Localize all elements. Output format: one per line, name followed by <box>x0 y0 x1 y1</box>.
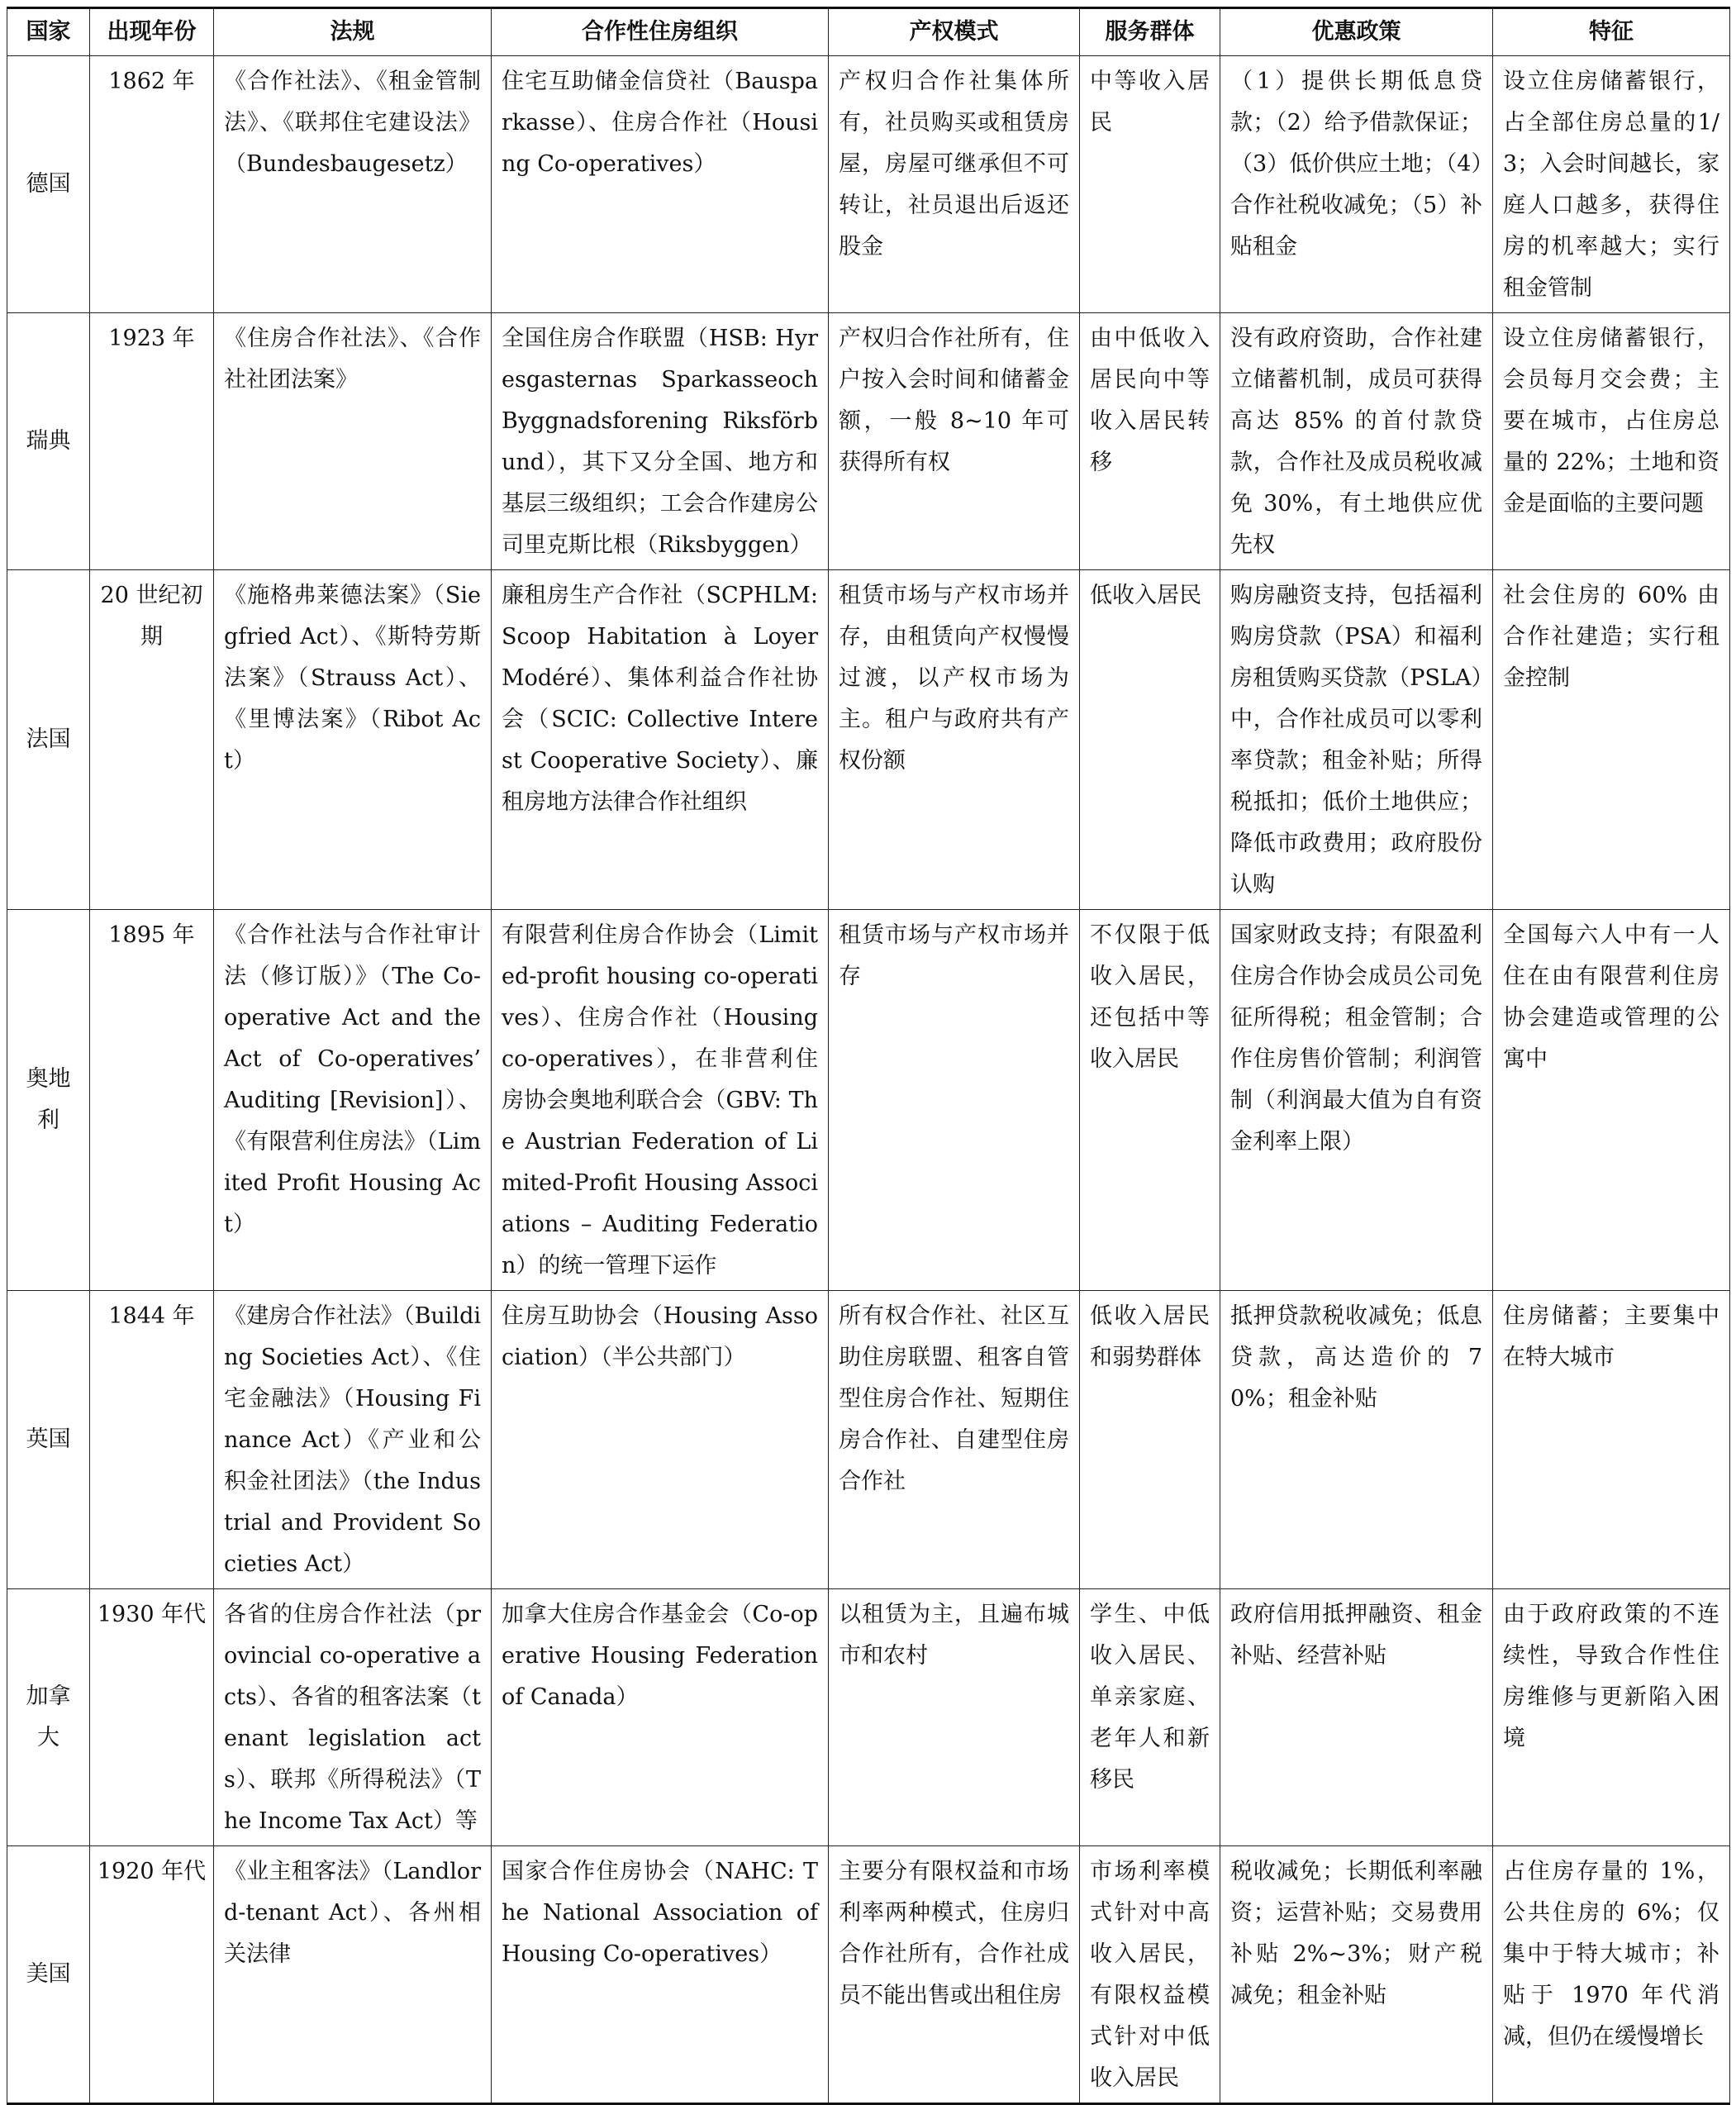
cell-features: 住房储蓄；主要集中在特大城市 <box>1493 1291 1730 1589</box>
cell-organization: 住房互助协会（Housing Association）（半公共部门） <box>492 1291 829 1589</box>
cell-preferential-policy: 国家财政支持；有限盈利住房合作协会成员公司免征所得税；租金管制；合作住房售价管制；利润管制（利润最大值为自有资金利率上限） <box>1220 910 1493 1291</box>
header-property-model: 产权模式 <box>829 8 1080 56</box>
cell-organization: 有限营利住房合作协会（Limited-profit housing co-operatives）、住房合作社（Housing co-operatives），在非营利住房协会奥地利联合会（GBV: The Austrian Federation of Limited-Profit Housing Associations – Auditing Federation）的统一管理下运作 <box>492 910 829 1291</box>
cell-laws: 《业主租客法》（Landlord-tenant Act）、各州相关法律 <box>214 1846 492 2104</box>
header-service-groups: 服务群体 <box>1080 8 1220 56</box>
cell-property-model: 租赁市场与产权市场并存 <box>829 910 1080 1291</box>
cell-country: 加拿大 <box>7 1589 90 1846</box>
cell-organization: 全国住房合作联盟（HSB: Hyresgasternas Sparkasseoch Byggnadsforening Riksförbund），其下又分全国、地方和基层三级组织；工会合作建房公司里克斯比根（Riksbyggen） <box>492 313 829 570</box>
cell-preferential-policy: 税收减免；长期低利率融资；运营补贴；交易费用补贴 2%~3%；财产税减免；租金补贴 <box>1220 1846 1493 2104</box>
cell-organization: 加拿大住房合作基金会（Co-operative Housing Federation of Canada） <box>492 1589 829 1846</box>
cell-service-groups: 低收入居民 <box>1080 570 1220 910</box>
header-year: 出现年份 <box>90 8 214 56</box>
header-country: 国家 <box>7 8 90 56</box>
cell-property-model: 主要分有限权益和市场利率两种模式，住房归合作社所有，合作社成员不能出售或出租住房 <box>829 1846 1080 2104</box>
cell-preferential-policy: 没有政府资助，合作社建立储蓄机制，成员可获得高达 85% 的首付款贷款，合作社及成员税收减免 30%，有土地供应优先权 <box>1220 313 1493 570</box>
cell-country: 瑞典 <box>7 313 90 570</box>
cell-features: 社会住房的 60% 由合作社建造；实行租金控制 <box>1493 570 1730 910</box>
cell-laws: 各省的住房合作社法（provincial co-operative acts）、各省的租客法案（tenant legislation acts）、联邦《所得税法》（The Income Tax Act）等 <box>214 1589 492 1846</box>
cell-year: 1895 年 <box>90 910 214 1291</box>
header-laws: 法规 <box>214 8 492 56</box>
cell-organization: 廉租房生产合作社（SCPHLM: Scoop Habitation à Loyer Modéré）、集体利益合作社协会（SCIC: Collective Interest Cooperative Society）、廉租房地方法律合作社组织 <box>492 570 829 910</box>
cell-laws: 《住房合作社法》、《合作社社团法案》 <box>214 313 492 570</box>
cell-organization: 国家合作住房协会（NAHC: The National Association of Housing Co-operatives） <box>492 1846 829 2104</box>
cell-laws: 《建房合作社法》（Building Societies Act）、《住宅金融法》（Housing Finance Act）《产业和公积金社团法》（the Industrial and Provident Societies Act） <box>214 1291 492 1589</box>
cell-organization: 住宅互助储金信贷社（Bausparkasse）、住房合作社（Housing Co-operatives） <box>492 56 829 313</box>
cell-service-groups: 市场利率模式针对中高收入居民，有限权益模式针对中低收入居民 <box>1080 1846 1220 2104</box>
cell-property-model: 产权归合作社集体所有，社员购买或租赁房屋，房屋可继承但不可转让，社员退出后返还股金 <box>829 56 1080 313</box>
table-row <box>7 570 1730 910</box>
table-row <box>7 1291 1730 1589</box>
cell-service-groups: 中等收入居民 <box>1080 56 1220 313</box>
header-row <box>7 8 1730 56</box>
cell-laws: 《施格弗莱德法案》（Siegfried Act）、《斯特劳斯法案》（Strauss Act）、《里博法案》（Ribot Act） <box>214 570 492 910</box>
header-preferential-policy: 优惠政策 <box>1220 8 1493 56</box>
cell-property-model: 所有权合作社、社区互助住房联盟、租客自管型住房合作社、短期住房合作社、自建型住房合作社 <box>829 1291 1080 1589</box>
cell-year: 1923 年 <box>90 313 214 570</box>
cell-service-groups: 学生、中低收入居民、单亲家庭、老年人和新移民 <box>1080 1589 1220 1846</box>
cell-country: 英国 <box>7 1291 90 1589</box>
table-row <box>7 1846 1730 2104</box>
cell-preferential-policy: 政府信用抵押融资、租金补贴、经营补贴 <box>1220 1589 1493 1846</box>
cell-features: 全国每六人中有一人住在由有限营利住房协会建造或管理的公寓中 <box>1493 910 1730 1291</box>
cell-year: 1844 年 <box>90 1291 214 1589</box>
cell-service-groups: 由中低收入居民向中等收入居民转移 <box>1080 313 1220 570</box>
table-row <box>7 56 1730 313</box>
cell-property-model: 以租赁为主，且遍布城市和农村 <box>829 1589 1080 1846</box>
cell-property-model: 租赁市场与产权市场并存，由租赁向产权慢慢过渡，以产权市场为主。租户与政府共有产权份额 <box>829 570 1080 910</box>
cell-features: 占住房存量的 1%，公共住房的 6%；仅集中于特大城市；补贴于 1970 年代消减，但仍在缓慢增长 <box>1493 1846 1730 2104</box>
housing-cooperatives-comparison-table <box>7 7 1730 2105</box>
cell-year: 1862 年 <box>90 56 214 313</box>
cell-country: 德国 <box>7 56 90 313</box>
cell-country: 法国 <box>7 570 90 910</box>
cell-year: 1930 年代 <box>90 1589 214 1846</box>
cell-features: 设立住房储蓄银行，占全部住房总量的1/3；入会时间越长，家庭人口越多，获得住房的机率越大；实行租金管制 <box>1493 56 1730 313</box>
header-organization: 合作性住房组织 <box>492 8 829 56</box>
cell-country: 美国 <box>7 1846 90 2104</box>
table-row <box>7 910 1730 1291</box>
cell-laws: 《合作社法》、《租金管制法》、《联邦住宅建设法》（Bundesbaugesetz） <box>214 56 492 313</box>
cell-service-groups: 低收入居民和弱势群体 <box>1080 1291 1220 1589</box>
cell-property-model: 产权归合作社所有，住户按入会时间和储蓄金额，一般 8~10 年可获得所有权 <box>829 313 1080 570</box>
cell-year: 20 世纪初期 <box>90 570 214 910</box>
table-row <box>7 313 1730 570</box>
cell-preferential-policy: 购房融资支持，包括福利购房贷款（PSA）和福利房租赁购买贷款（PSLA）中，合作社成员可以零利率贷款；租金补贴；所得税抵扣；低价土地供应；降低市政费用；政府股份认购 <box>1220 570 1493 910</box>
cell-service-groups: 不仅限于低收入居民，还包括中等收入居民 <box>1080 910 1220 1291</box>
cell-laws: 《合作社法与合作社审计法（修订版）》（The Co-operative Act and the Act of Co-operatives’ Auditing [Revision]）、《有限营利住房法》（Limited Profit Housing Act） <box>214 910 492 1291</box>
cell-features: 由于政府政策的不连续性，导致合作性住房维修与更新陷入困境 <box>1493 1589 1730 1846</box>
cell-preferential-policy: 抵押贷款税收减免；低息贷款，高达造价的 70%；租金补贴 <box>1220 1291 1493 1589</box>
table-row <box>7 1589 1730 1846</box>
header-features: 特征 <box>1493 8 1730 56</box>
cell-features: 设立住房储蓄银行，会员每月交会费；主要在城市，占住房总量的 22%；土地和资金是面临的主要问题 <box>1493 313 1730 570</box>
cell-country: 奥地利 <box>7 910 90 1291</box>
cell-preferential-policy: （1）提供长期低息贷款；（2）给予借款保证；（3）低价供应土地；（4）合作社税收减免；（5）补贴租金 <box>1220 56 1493 313</box>
cell-year: 1920 年代 <box>90 1846 214 2104</box>
